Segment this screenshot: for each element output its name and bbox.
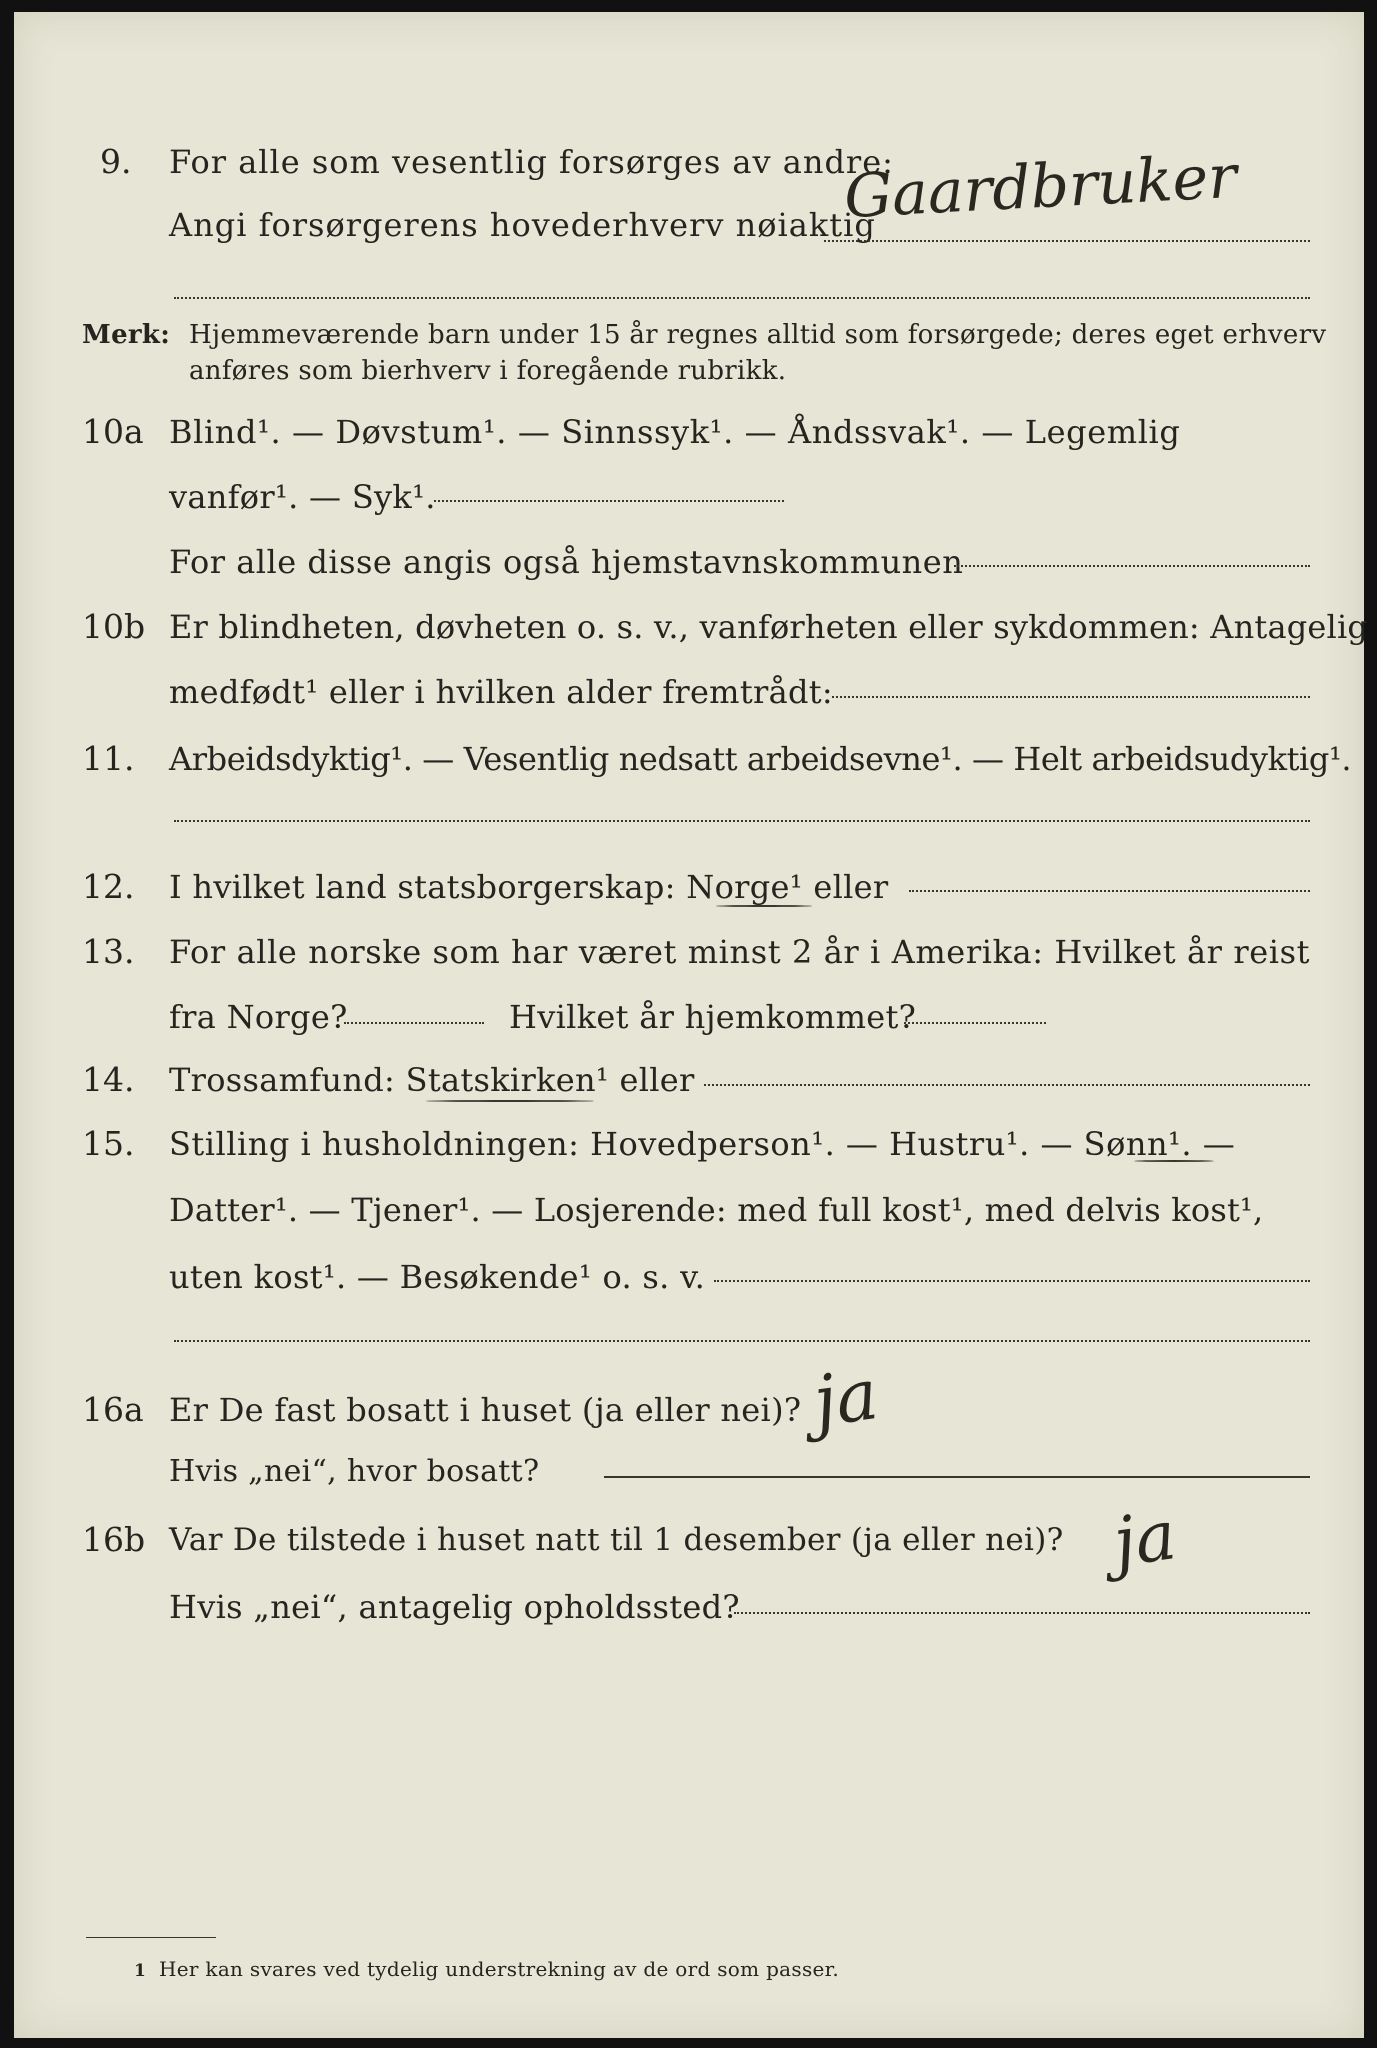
- q9-handwritten-answer: Gaardbruker: [842, 141, 1239, 233]
- q13-line2b: Hvilket år hjemkommet?: [509, 998, 917, 1036]
- q16b-handwritten-answer: ja: [1108, 1496, 1181, 1583]
- q16a-answer-line: [604, 1476, 1310, 1478]
- q9-number: 9.: [100, 142, 132, 181]
- q16b-answer-line: [734, 1612, 1310, 1614]
- merk-label: Merk:: [82, 320, 171, 350]
- q16a-handwritten-answer: ja: [808, 1352, 883, 1444]
- q14-suffix: ¹ eller: [595, 1061, 695, 1099]
- q10a-line2: vanfør¹. — Syk¹.: [169, 478, 436, 516]
- q13-number: 13.: [82, 932, 135, 971]
- q10a-hjemstavn-line: [954, 565, 1310, 567]
- q12-prefix: I hvilket land statsborgerskap:: [169, 868, 676, 906]
- q15-number: 15.: [82, 1124, 135, 1163]
- q15-line2: Datter¹. — Tjener¹. — Losjerende: med full kost¹, med delvis kost¹,: [169, 1191, 1264, 1229]
- q10b-line2: medfødt¹ eller i hvilken alder fremtrådt:: [169, 673, 833, 711]
- q15-line1: [169, 1124, 1235, 1164]
- q16b-line1: Var De tilstede i huset natt til 1 desember (ja eller nei)?: [169, 1522, 1064, 1558]
- q13-line1: For alle norske som har været minst 2 år i Amerika: Hvilket år reist: [169, 933, 1311, 971]
- q13-hjemkommet-line: [904, 1022, 1046, 1024]
- q10a-line3: For alle disse angis også hjemstavnskommunen: [169, 543, 964, 581]
- q15-line3: uten kost¹. — Besøkende¹ o. s. v.: [169, 1258, 706, 1296]
- q16a-line1: Er De fast bosatt i huset (ja eller nei)?: [169, 1391, 802, 1429]
- q13-line2a: fra Norge?: [169, 998, 348, 1036]
- q12-suffix: ¹ eller: [789, 868, 889, 906]
- q14-number: 14.: [82, 1060, 135, 1099]
- q10a-line1: Blind¹. — Døvstum¹. — Sinnssyk¹. — Åndssvak¹. — Legemlig: [169, 413, 1181, 451]
- q14-underlined-answer: Statskirken: [405, 1061, 596, 1099]
- q12-number: 12.: [82, 867, 135, 906]
- q15-answer-line: [714, 1280, 1310, 1282]
- q14-underline-mark: [426, 1100, 594, 1102]
- q9-line1: For alle som vesentlig forsørges av andre:: [169, 143, 894, 181]
- footnote-text: Her kan svares ved tydelig understrekning av de ord som passer.: [159, 1957, 839, 1981]
- q15-underlined-answer: Sønn: [1083, 1125, 1169, 1163]
- q10b-line1: Er blindheten, døvheten o. s. v., vanførheten eller sykdommen: Antagelig: [169, 608, 1369, 646]
- q16a-number: 16a: [82, 1390, 144, 1429]
- q14-answer-line: [704, 1084, 1310, 1086]
- merk-line2: anføres som bierhverv i foregående rubrikk.: [189, 356, 787, 386]
- census-form-page: [14, 12, 1369, 2038]
- q14-line: [169, 1060, 695, 1100]
- q9-extra-line: [174, 297, 1310, 299]
- q15-underline-mark: [1134, 1160, 1214, 1162]
- footnote-marker: 1: [134, 1961, 147, 1981]
- q10b-number: 10b: [82, 607, 146, 646]
- q9-line2: Angi forsørgerens hovederhverv nøiaktig: [169, 206, 876, 244]
- q14-prefix: Trossamfund:: [169, 1061, 396, 1099]
- q16b-line2: Hvis „nei“, antagelig opholdssted?: [169, 1588, 740, 1626]
- q15-line1a: Stilling i husholdningen: Hovedperson¹. — Hustru¹. —: [169, 1125, 1073, 1163]
- q10a-number: 10a: [82, 412, 144, 451]
- q10a-syk-line: [434, 500, 784, 502]
- q12-underlined-answer: Norge: [686, 868, 790, 906]
- q11-line1: Arbeidsdyktig¹. — Vesentlig nedsatt arbeidsevne¹. — Helt arbeidsudyktig¹.: [169, 740, 1352, 778]
- q12-line: [169, 867, 889, 907]
- q13-reist-line: [344, 1022, 484, 1024]
- q11-extra-line: [174, 820, 1310, 822]
- q11-number: 11.: [82, 739, 135, 778]
- q12-underline-mark: [716, 905, 812, 907]
- footnote-rule: [86, 1937, 216, 1938]
- q16a-line2: Hvis „nei“, hvor bosatt?: [169, 1454, 540, 1489]
- q12-answer-line: [909, 890, 1310, 892]
- q10b-answer-line: [832, 696, 1310, 698]
- q15-extra-line: [174, 1340, 1310, 1342]
- merk-line1: Hjemmeværende barn under 15 år regnes alltid som forsørgede; deres eget erhverv: [189, 320, 1327, 350]
- q16b-number: 16b: [82, 1520, 146, 1559]
- q15-line1c: ¹. —: [1168, 1125, 1236, 1163]
- q9-answer-line: [824, 240, 1310, 242]
